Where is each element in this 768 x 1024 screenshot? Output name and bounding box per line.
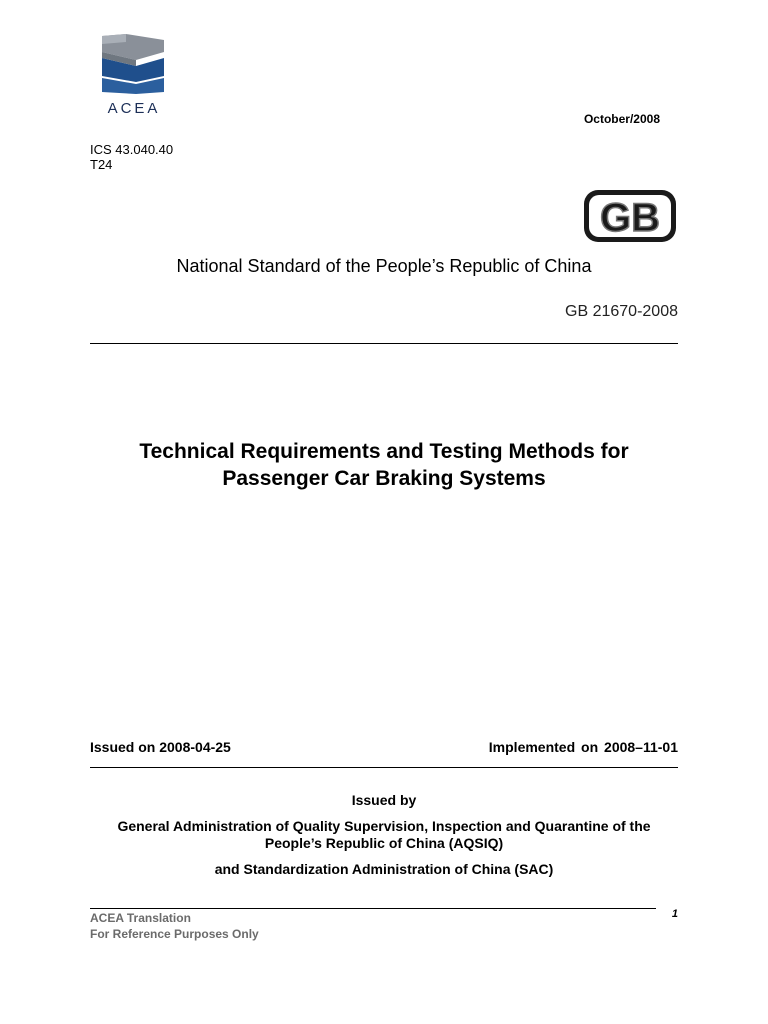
footer-divider	[90, 908, 656, 909]
gb-logo-text: GB	[600, 196, 660, 240]
ics-block	[90, 142, 173, 172]
acea-logo	[96, 30, 172, 122]
title-line: Passenger Car Braking Systems	[222, 467, 546, 490]
page-number: 1	[671, 908, 678, 920]
document-title	[0, 438, 768, 492]
issuer-aqsiq	[80, 818, 688, 852]
acea-logo-icon	[96, 30, 172, 100]
divider	[90, 343, 678, 344]
footer-note	[90, 910, 259, 942]
national-standard-heading: National Standard of the People’s Republic of China	[176, 256, 592, 276]
classification-code: T24	[90, 157, 113, 172]
issuer-line: People’s Republic of China (AQSIQ)	[264, 835, 504, 851]
issued-date: Issued on 2008-04-25	[90, 739, 231, 755]
title-line: Technical Requirements and Testing Methods for	[139, 440, 629, 463]
divider	[90, 767, 678, 768]
gb-logo	[580, 186, 680, 246]
footer-line: For Reference Purposes Only	[90, 927, 259, 941]
footer-line: ACEA Translation	[90, 911, 191, 925]
acea-logo-text: ACEA	[107, 100, 161, 117]
ics-code: ICS 43.040.40	[90, 142, 174, 157]
document-date: October/2008	[583, 112, 660, 126]
issuer-line: General Administration of Quality Supervision, Inspection and Quarantine of the	[117, 818, 651, 834]
implemented-date: Implemented on 2008–11-01	[488, 739, 678, 755]
issuer-sac: and Standardization Administration of China (SAC)	[214, 861, 554, 877]
standard-number: GB 21670-2008	[565, 303, 678, 320]
gb-logo-icon	[580, 186, 680, 246]
issued-by-label: Issued by	[351, 792, 417, 808]
